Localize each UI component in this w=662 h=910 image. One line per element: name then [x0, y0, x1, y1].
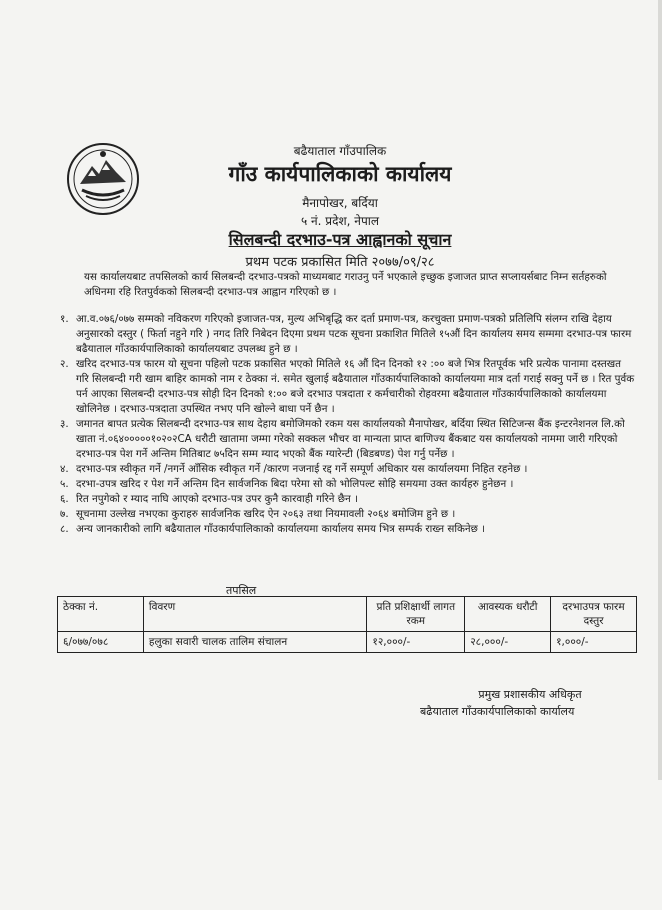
item-text: दरभा-उपत्र खरिद र पेश गर्ने अन्तिम दिन सार्वजनिक बिदा परेमा सो को भोलिपल्ट सोहि समयमा उक्त कार्यहरु हुनेछन ।: [76, 478, 514, 490]
list-item: [60, 462, 635, 477]
item-text: जमानत बापत प्रत्येक सिलबन्दी दरभाउ-पत्र साथ देहाय बमोजिमको रकम यस कार्यालयको मैनापोखर, बर्दिया स्थित सिटिजन्स बैंक इन्टरनेशनल लि.को खाता नं.०६४०००००१०२०२CA धरौटी खातामा जम्मा गरेको सक्कल भौचर वा मान्यता प्राप्त बाणिज्य बैंकबाट यस कार्यालयको नाममा जारी गरिएको दरभाउ-पत्र पेश गर्ने अन्तिम मितिबाट ७५दिन सम्म म्याद भएको बैंक ग्यारेन्टी (बिडबण्ड) पेश गर्नु पर्नेछ ।: [76, 418, 625, 460]
list-item: [60, 507, 635, 522]
notice-title: [150, 228, 530, 250]
col-header-form-fee: दरभाउपत्र फारम दस्तुर: [551, 597, 637, 632]
col-header-contract-no: ठेक्का नं.: [58, 597, 144, 632]
table-caption: तपसिल: [226, 584, 257, 597]
signatory-office: बढैयाताल गाँउकार्यपालिकाको कार्यालय: [420, 705, 575, 718]
item-number: ४.: [60, 463, 69, 475]
province-line: ५ नं. प्रदेश, नेपाल: [300, 214, 380, 228]
list-item: [60, 492, 635, 507]
table-row: [58, 632, 637, 653]
signature-block: [420, 686, 640, 720]
item-text: रित नपुगेको र म्याद नाघि आएको दरभाउ-पत्र उपर कुनै कारवाही गरिने छैन ।: [76, 493, 358, 505]
table-header-row: [58, 597, 637, 632]
list-item: [60, 522, 635, 537]
list-item: [60, 417, 635, 462]
col-header-deposit: आवस्यक धरौटी: [465, 597, 551, 632]
item-text: आ.व.०७६/०७७ सम्मको नविकरण गरिएको इजाजत-पत्र, मुल्य अभिबृद्धि कर दर्ता प्रमाण-पत्र, करचुक्ता प्रमाण-पत्रको प्रतिलिपि संलग्न राखि देहाय अनुसारको दस्तुर ( फिर्ता नहुने गरि ) नगद तिरि निबेदन दिएमा प्रथम पटक सूचना प्रकाशित मितिले १५औं दिन कार्यालय समय सम्ममा दरभाउ-पत्र फारम बढैयाताल गाँउकार्यपालिकाको कार्यालयबाट उपलब्ध हुने छ ।: [76, 313, 632, 355]
list-item: [60, 477, 635, 492]
item-number: ५.: [60, 478, 69, 490]
tender-table: [57, 596, 637, 653]
item-number: ७.: [60, 508, 69, 520]
page-edge-shadow: [658, 0, 662, 780]
item-text: सूचनामा उल्लेख नभएका कुराहरु सार्वजनिक खरिद ऐन २०६३ तथा नियमावली २०६४ बमोजिम हुने छ ।: [76, 508, 456, 520]
cell-cost: १२,०००/-: [367, 632, 465, 653]
emblem-logo: [66, 142, 140, 216]
list-item: [60, 357, 635, 417]
cell-deposit: २८,०००/-: [465, 632, 551, 653]
signatory-title: प्रमुख प्रशासकीय अधिकृत: [478, 688, 582, 701]
intro-paragraph: यस कार्यालयबाट तपसिलको कार्य सिलबन्दी दरभाउ-पत्रको माध्यमबाट गराउनु पर्ने भएकाले इच्छुक इजाजत प्राप्त सप्लायर्सबाट निम्न सर्तहरुको अधिनमा रहि रितपुर्वकको सिलबन्दी दरभाउ-पत्र आह्वान गरिएको छ ।: [84, 271, 607, 298]
office-location: मैनापोखर, बर्दिया: [302, 196, 378, 210]
cell-contract-no: ६/०७७/०७८: [58, 632, 144, 653]
item-number: ३.: [60, 418, 69, 430]
item-number: २.: [60, 358, 69, 370]
col-header-description: विवरण: [143, 597, 366, 632]
item-text: अन्य जानकारीको लागि बढैयाताल गाँउकार्यपालिकाको कार्यालयमा कार्यालय समय भित्र सम्पर्क राख्न सकिनेछ ।: [76, 523, 486, 535]
list-item: [60, 312, 635, 357]
item-text: खरिद दरभाउ-पत्र फारम यो सूचना पहिलो पटक प्रकासित भएको मितिले १६ औं दिन दिनको १२ :०० बजे भित्र रितपूर्वक भरि प्रत्येक पानामा दस्तखत गरि सिलबन्दी गरी खाम बाहिर कामको नाम र ठेक्का नं. समेत खुलाई बढैयाताल गाँउकार्यपालिकाको कार्यालयमा मात्र दर्ता गराई सक्नु पर्ने छ । रित पुर्वक पर्न आएका सिलबन्दी दरभाउ-पत्र सोही दिन दिनको १:०० बजे दरभाउ पत्रदाता र कर्मचारीको रोहवरमा बढैयाताल गाँउकार्यपालिकाको कार्यालयमा खोलिनेछ । दरभाउ-पत्रदाता उपस्थित नभए पनि खोल्ने बाधा पर्ने छैन ।: [76, 358, 635, 415]
publish-date: प्रथम पटक प्रकासित मिति २०७७/०९/२८: [245, 255, 435, 270]
item-text: दरभाउ-पत्र स्वीकृत गर्ने /नगर्ने आँसिक स्वीकृत गर्ने /कारण नजनाई रद्द गर्ने सम्पूर्ण अधिकार यस कार्यालयमा निहित रहनेछ ।: [76, 463, 528, 475]
col-header-cost: प्रति प्रशिक्षार्थी लागत रकम: [367, 597, 465, 632]
cell-form-fee: १,०००/-: [551, 632, 637, 653]
cell-description: हलुका सवारी चालक तालिम संचालन: [143, 632, 366, 653]
municipality-name: बढैयाताल गाँउपालिक: [293, 144, 387, 158]
notice-title-text: सिलबन्दी दरभाउ-पत्र आह्वानको सूचान: [228, 230, 452, 249]
conditions-list: [60, 312, 635, 537]
item-number: १.: [60, 313, 69, 325]
item-number: ६.: [60, 493, 69, 505]
office-title: गाँउ कार्यपालिकाको कार्यालय: [228, 162, 452, 186]
item-number: ८.: [60, 523, 69, 535]
